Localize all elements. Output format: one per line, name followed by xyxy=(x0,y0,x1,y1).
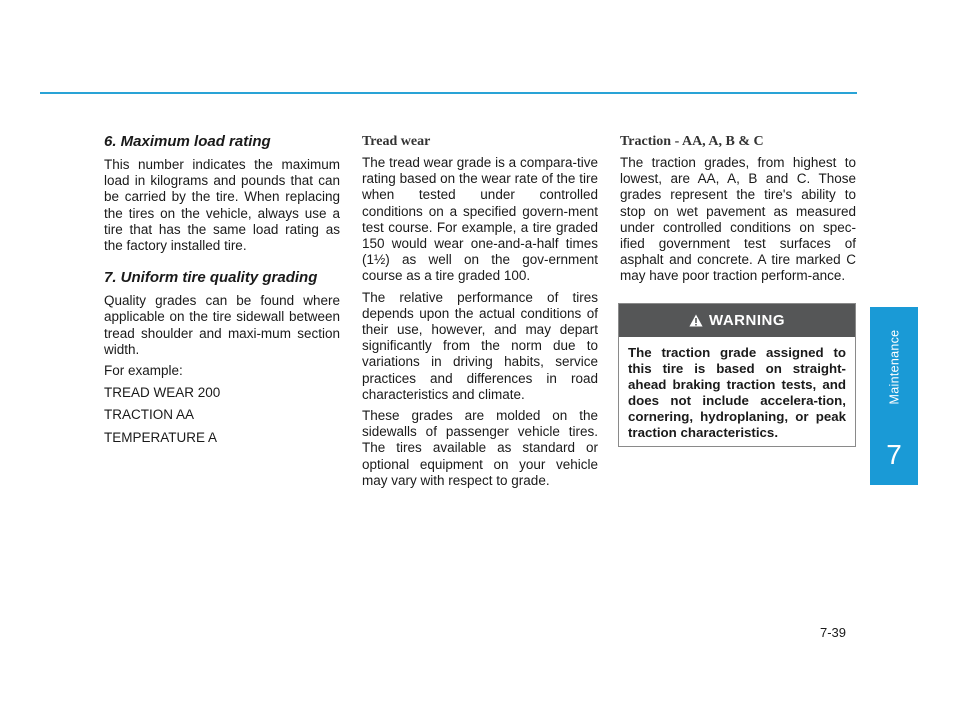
tread-wear-paragraph: The tread wear grade is a compara-tive rating based on the wear rate of the tire when tested under controlled conditions on a specified govern-ment test course. For example, a tire graded 150 would wear one-and-a-half times (1½) as well on the gov-ernment course as a tire graded 100. xyxy=(362,155,598,284)
left-column xyxy=(104,133,340,452)
example-line: TRACTION AA xyxy=(104,407,195,423)
right-column xyxy=(620,133,856,290)
chapter-label-text: Maintenance xyxy=(887,329,902,405)
warning-text: The traction grade assigned to this tire is based on straight-ahead braking traction tests, and does not include accelera-tion, cornering, hydroplaning, or peak traction characteristics. xyxy=(628,345,846,440)
warning-box xyxy=(618,303,856,447)
traction-paragraph: The traction grades, from highest to lowest, are AA, A, B and C. Those grades represent the tire's ability to stop on wet pavement as measured under controlled conditions on spec-ified government test surfaces of asphalt and concrete. A tire marked C may have poor traction perform-ance. xyxy=(620,155,856,284)
utqg-paragraph: Quality grades can be found where applicable on the tire sidewall between tread shoulder and maxi-mum section width. xyxy=(104,293,340,357)
header-rule xyxy=(40,92,857,94)
example-line: TREAD WEAR 200 xyxy=(104,385,221,401)
heading-traction: Traction - AA, A, B & C xyxy=(620,134,764,149)
max-load-paragraph: This number indicates the maximum load in kilograms and pounds that can be carried by the tire. When replacing the tires on the vehicle, always use a tire that has the same load rating as the factory installed tire. xyxy=(104,157,340,254)
heading-tread-wear: Tread wear xyxy=(362,134,431,149)
middle-column xyxy=(362,133,598,494)
tread-wear-paragraph: These grades are molded on the sidewalls of passenger vehicle tires. The tires available as standard or optional equipment on your vehicle may vary with respect to grade. xyxy=(362,408,598,488)
chapter-label xyxy=(870,307,918,427)
warning-header xyxy=(619,304,855,337)
heading-utqg: 7. Uniform tire quality grading xyxy=(104,269,318,287)
example-line: TEMPERATURE A xyxy=(104,429,218,445)
heading-max-load: 6. Maximum load rating xyxy=(104,133,271,150)
chapter-number: 7 xyxy=(886,439,902,470)
page-number: 7-39 xyxy=(820,625,847,640)
tread-wear-paragraph: The relative performance of tires depends upon the actual conditions of their use, however, and may depart significantly from the norm due to variations in driving habits, service practices and differences in road characteristics and climate. xyxy=(362,289,598,402)
warning-title: WARNING xyxy=(709,312,785,329)
warning-triangle-icon xyxy=(689,314,703,327)
for-example-label: For example: xyxy=(104,363,183,379)
